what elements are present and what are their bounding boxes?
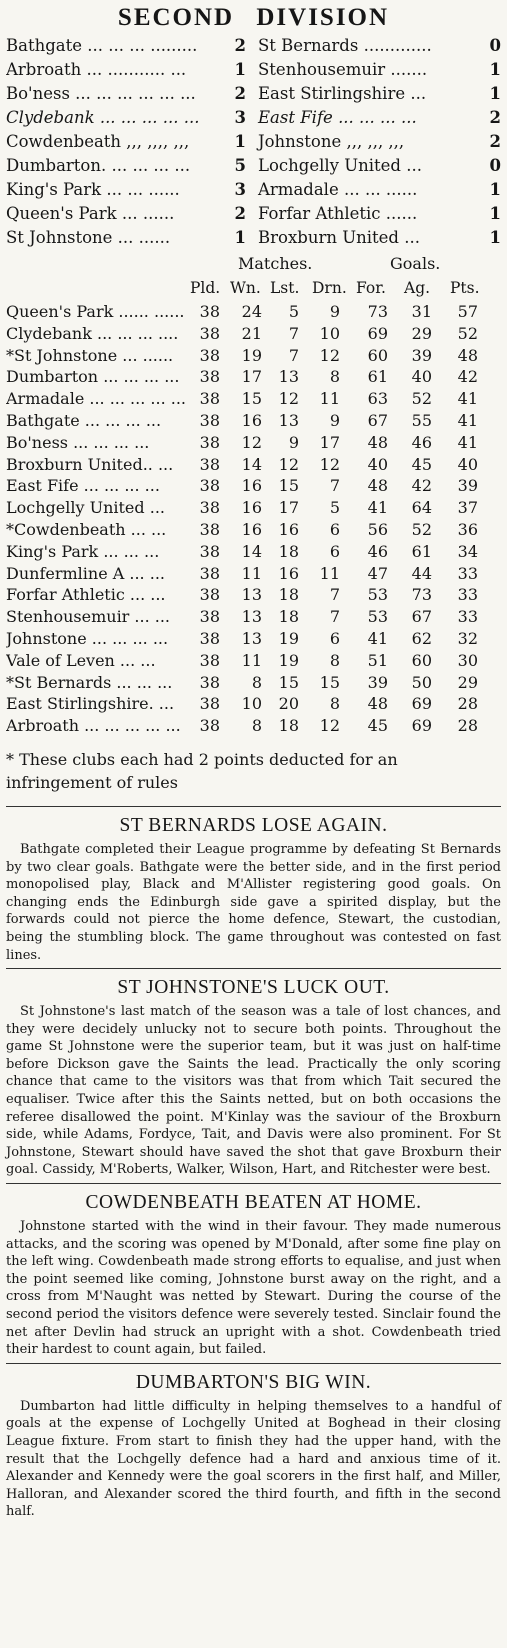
cell-lost: 5 [288,302,299,321]
table-row [6,411,501,433]
divider [6,968,501,969]
cell-won: 8 [251,716,262,736]
home-score: 2 [234,204,246,223]
cell-points: 41 [457,389,478,409]
cell-goals-against: 40 [411,367,432,387]
cell-goals-for: 40 [367,454,388,474]
home-team: Dumbarton. ... ... ... ... [6,156,191,175]
cell-lost: 16 [278,563,299,583]
team-name: Forfar Athletic ... ... [6,585,166,605]
cell-played: 38 [199,694,220,714]
newspaper-page [6,0,501,1521]
cell-goals-against: 46 [411,432,432,452]
cell-won: 14 [241,541,262,561]
cell-lost: 18 [278,541,299,561]
result-row [6,228,501,252]
table-row [6,673,501,695]
cell-drawn: 12 [319,454,340,474]
cell-goals-for: 56 [367,519,388,539]
away-team: Johnstone ,,, ,,, ,,, [258,132,405,151]
cell-points: 34 [457,541,478,561]
col-lost: Lst. [270,279,300,297]
cell-lost: 18 [278,716,299,736]
league-table [6,302,501,738]
cell-goals-against: 64 [411,498,432,518]
story-body: Johnstone started with the wind in their favour. They made numerous attacks, and the scoring was opened by M'Donald, after some fine play on the left wing. Cowdenbeath made strong efforts to equalise, and just when the point seemed like coming, Johnstone burst away on the right, and a cross from M'Naught was netted by Stewart. During the course of the second period the visitors defence were severely tested. Sinclair found the net after Devlin had struck an upright with a shot. Cowdenbeath tried their hardest to count again, but failed. [6,1219,501,1358]
cell-goals-for: 63 [367,389,388,409]
cell-points: 33 [457,607,478,627]
result-row [6,36,501,60]
cell-goals-against: 62 [411,628,432,648]
home-team: King's Park ... ... ...... [6,180,180,199]
cell-lost: 7 [288,323,299,343]
cell-drawn: 6 [329,628,340,648]
cell-goals-against: 31 [411,302,432,321]
team-name: East Fife ... ... ... ... [6,476,160,496]
cell-goals-for: 41 [367,498,388,518]
cell-lost: 9 [288,432,299,452]
cell-drawn: 11 [319,389,340,409]
away-score: 1 [489,60,501,79]
cell-played: 38 [199,628,220,648]
cell-goals-for: 69 [367,323,388,343]
table-row [6,389,501,411]
cell-goals-against: 60 [411,650,432,670]
away-team: Forfar Athletic ...... [258,204,418,223]
home-score: 2 [234,84,246,103]
cell-played: 38 [199,367,220,387]
cell-won: 16 [241,476,262,496]
away-team: East Stirlingshire ... [258,84,427,103]
cell-lost: 16 [278,519,299,539]
table-row [6,302,501,324]
home-team: Arbroath ... ........... ... [6,60,187,79]
cell-points: 32 [457,628,478,648]
cell-lost: 12 [278,454,299,474]
cell-points: 33 [457,563,478,583]
cell-played: 38 [199,607,220,627]
away-team: Lochgelly United ... [258,156,422,175]
cell-points: 57 [457,302,478,321]
cell-drawn: 8 [329,367,340,387]
away-score: 1 [489,228,501,247]
cell-won: 13 [241,607,262,627]
cell-goals-for: 46 [367,541,388,561]
col-played: Pld. [190,279,221,297]
league-table-header [6,252,501,302]
table-row [6,694,501,716]
home-score: 5 [234,156,246,175]
table-row [6,564,501,586]
cell-goals-for: 41 [367,628,388,648]
result-row [6,108,501,132]
team-name: *St Bernards ... ... ... [6,672,173,692]
home-team: Cowdenbeath ,,, ,,,, ,,, [6,132,190,151]
cell-played: 38 [199,476,220,496]
story-headline: DUMBARTON'S BIG WIN. [135,1371,372,1393]
cell-drawn: 8 [329,694,340,714]
col-goals-against: Ag. [404,279,431,297]
result-row [6,156,501,180]
cell-won: 19 [241,345,262,365]
divider [6,1183,501,1184]
cell-goals-for: 53 [367,607,388,627]
cell-points: 28 [457,694,478,714]
cell-won: 24 [241,302,262,321]
cell-lost: 20 [278,694,299,714]
cell-goals-for: 48 [367,476,388,496]
cell-lost: 7 [288,345,299,365]
story-headline: ST BERNARDS LOSE AGAIN. [119,814,388,836]
cell-points: 42 [457,367,478,387]
cell-goals-for: 61 [367,367,388,387]
away-score: 2 [489,132,501,151]
table-row [6,433,501,455]
home-team: Queen's Park ... ...... [6,204,175,223]
team-name: Stenhousemuir ... ... [6,607,171,627]
cell-points: 37 [457,498,478,518]
cell-drawn: 6 [329,519,340,539]
cell-played: 38 [199,541,220,561]
cell-won: 11 [241,563,262,583]
cell-won: 14 [241,454,262,474]
team-name: Broxburn United.. ... [6,454,174,474]
cell-played: 38 [199,302,220,321]
cell-lost: 15 [278,476,299,496]
team-name: *Cowdenbeath ... ... [6,519,167,539]
cell-goals-for: 48 [367,694,388,714]
cell-won: 21 [241,323,262,343]
table-row [6,367,501,389]
cell-goals-for: 47 [367,563,388,583]
cell-goals-against: 69 [411,694,432,714]
cell-lost: 18 [278,607,299,627]
team-name: Vale of Leven ... ... [6,650,156,670]
team-name: Dunfermline A ... ... [6,563,165,583]
cell-goals-for: 45 [367,716,388,736]
away-score: 1 [489,84,501,103]
cell-drawn: 7 [329,607,340,627]
col-won: Wn. [230,279,261,297]
cell-lost: 15 [278,672,299,692]
cell-won: 8 [251,672,262,692]
cell-goals-against: 29 [411,323,432,343]
team-name: Armadale ... ... ... ... ... [6,389,186,409]
cell-won: 13 [241,585,262,605]
home-score: 3 [234,180,246,199]
cell-goals-against: 55 [411,410,432,430]
cell-points: 48 [457,345,478,365]
cell-played: 38 [199,498,220,518]
team-name: East Stirlingshire. ... [6,694,175,714]
cell-goals-for: 53 [367,585,388,605]
cell-lost: 19 [278,650,299,670]
home-score: 1 [234,60,246,79]
table-row [6,324,501,346]
team-name: King's Park ... ... ... [6,541,160,561]
result-row [6,84,501,108]
home-team: Bo'ness ... ... ... ... ... ... [6,84,196,103]
cell-drawn: 12 [319,716,340,736]
team-name: Lochgelly United ... [6,498,165,518]
table-row [6,629,501,651]
team-name: Arbroath ... ... ... ... ... [6,716,181,736]
cell-won: 15 [241,389,262,409]
result-row [6,132,501,156]
cell-goals-for: 67 [367,410,388,430]
cell-goals-against: 52 [411,519,432,539]
division-heading: SECOND DIVISION [117,4,390,31]
cell-drawn: 11 [319,563,340,583]
cell-points: 28 [457,716,478,736]
cell-goals-against: 39 [411,345,432,365]
story-headline: ST JOHNSTONE'S LUCK OUT. [117,977,390,999]
cell-goals-against: 67 [411,607,432,627]
cell-goals-for: 51 [367,650,388,670]
home-score: 2 [234,36,246,55]
away-score: 0 [489,156,501,175]
table-row [6,498,501,520]
cell-played: 38 [199,563,220,583]
cell-goals-for: 48 [367,432,388,452]
cell-goals-against: 61 [411,541,432,561]
cell-drawn: 17 [319,432,340,452]
result-row [6,60,501,84]
cell-points: 52 [457,323,478,343]
divider [6,806,501,807]
cell-won: 10 [241,694,262,714]
cell-points: 40 [457,454,478,474]
home-score: 1 [234,228,246,247]
table-row [6,476,501,498]
cell-drawn: 8 [329,650,340,670]
table-row [6,585,501,607]
cell-played: 38 [199,323,220,343]
story-body: Dumbarton had little difficulty in helping themselves to a handful of goals at the expense of Lochgelly United at Boghead in their closing League fixture. From start to finish they had the upper hand, with the result that the Lochgelly defence had a hard and anxious time of it. Alexander and Kennedy were the goal scorers in the first half, and Miller, Halloran, and Alexander scored the third fourth, and fifth in the second half. [6,1398,501,1520]
col-goals-for: For. [356,279,386,297]
story-headline: COWDENBEATH BEATEN AT HOME. [85,1192,422,1214]
cell-lost: 18 [278,585,299,605]
result-row [6,180,501,204]
away-score: 2 [489,108,501,127]
team-name: Queen's Park ...... ...... [6,302,185,321]
cell-goals-against: 73 [411,585,432,605]
away-team: Armadale ... ... ...... [258,180,418,199]
cell-won: 17 [241,367,262,387]
away-team: Stenhousemuir ....... [258,60,428,79]
away-team: East Fife ... ... ... ... [258,108,417,127]
cell-lost: 12 [278,389,299,409]
cell-drawn: 7 [329,585,340,605]
cell-played: 38 [199,519,220,539]
cell-won: 16 [241,410,262,430]
cell-won: 16 [241,519,262,539]
team-name: Bathgate ... ... ... ... [6,410,162,430]
cell-goals-against: 44 [411,563,432,583]
matches-group-label: Matches. [238,254,313,273]
away-score: 0 [489,36,501,55]
cell-drawn: 7 [329,476,340,496]
goals-group-label: Goals. [390,254,441,273]
col-drawn: Drn. [312,279,347,297]
cell-played: 38 [199,410,220,430]
cell-goals-against: 52 [411,389,432,409]
cell-drawn: 12 [319,345,340,365]
away-score: 1 [489,204,501,223]
cell-won: 13 [241,628,262,648]
cell-goals-against: 42 [411,476,432,496]
away-team: St Bernards ............. [258,36,432,55]
cell-played: 38 [199,345,220,365]
cell-lost: 19 [278,628,299,648]
team-name: *St Johnstone ... ...... [6,345,174,365]
cell-points: 41 [457,410,478,430]
story-body: St Johnstone's last match of the season was a tale of lost chances, and they were decidely unlucky not to secure both points. Throughout the game St Johnstone were the superior team, but it was just on half-time before Dickson gave the Saints the lead. Practically the only scoring chance that came to the visitors was that from which Tait secured the equaliser. Twice after this the Saints netted, but on both occasions the referee disallowed the point. M'Kinlay was the saviour of the Broxburn side, while Adams, Fordyce, Tait, and Davis were also prominent. For St Johnstone, Stewart should have saved the shot that gave Broxburn their goal. Cassidy, M'Roberts, Walker, Wilson, Hart, and Ritchester were best. [6,1004,501,1178]
cell-lost: 13 [278,367,299,387]
away-team: Broxburn United ... [258,228,420,247]
table-row [6,651,501,673]
team-name: Johnstone ... ... ... ... [6,628,169,648]
cell-goals-against: 45 [411,454,432,474]
cell-played: 38 [199,672,220,692]
table-row [6,520,501,542]
cell-points: 33 [457,585,478,605]
home-team: St Johnstone ... ...... [6,228,171,247]
team-name: Bo'ness ... ... ... ... [6,432,150,452]
divider [6,1363,501,1364]
table-row [6,542,501,564]
table-row [6,607,501,629]
cell-lost: 17 [278,498,299,518]
cell-played: 38 [199,585,220,605]
cell-lost: 13 [278,410,299,430]
cell-drawn: 10 [319,323,340,343]
home-team: Bathgate ... ... ... ......... [6,36,198,55]
cell-goals-for: 60 [367,345,388,365]
cell-goals-against: 69 [411,716,432,736]
cell-played: 38 [199,454,220,474]
story-body: Bathgate completed their League programme by defeating St Bernards by two clear goals. Bathgate were the better side, and in the first period monopolised play, Black and M'Allister registering good goals. On changing ends the Edinburgh side gave a spirited display, but the forwards could not pierce the home defence, Stewart, the custodian, being the stumbling block. The game throughout was contested on fast lines. [6,841,501,963]
footnote: * These clubs each had 2 points deducted for an infringement of rules [6,749,398,792]
cell-played: 38 [199,432,220,452]
results-list [6,36,501,252]
away-score: 1 [489,180,501,199]
cell-points: 41 [457,432,478,452]
home-score: 1 [234,132,246,151]
cell-goals-for: 39 [367,672,388,692]
cell-points: 39 [457,476,478,496]
col-points: Pts. [450,279,480,297]
home-team: Clydebank ... ... ... ... ... [6,108,200,127]
table-row [6,455,501,477]
home-score: 3 [234,108,246,127]
cell-played: 38 [199,650,220,670]
table-row [6,346,501,368]
cell-goals-against: 50 [411,672,432,692]
cell-drawn: 9 [329,302,340,321]
cell-points: 30 [457,650,478,670]
cell-won: 12 [241,432,262,452]
cell-points: 36 [457,519,478,539]
cell-won: 16 [241,498,262,518]
cell-drawn: 6 [329,541,340,561]
result-row [6,204,501,228]
cell-won: 11 [241,650,262,670]
table-row [6,716,501,738]
cell-drawn: 5 [329,498,340,518]
cell-played: 38 [199,716,220,736]
cell-played: 38 [199,389,220,409]
team-name: Dumbarton ... ... ... ... [6,367,180,387]
team-name: Clydebank ... ... ... .... [6,323,179,343]
cell-drawn: 15 [319,672,340,692]
cell-drawn: 9 [329,410,340,430]
cell-points: 29 [457,672,478,692]
cell-goals-for: 73 [367,302,388,321]
